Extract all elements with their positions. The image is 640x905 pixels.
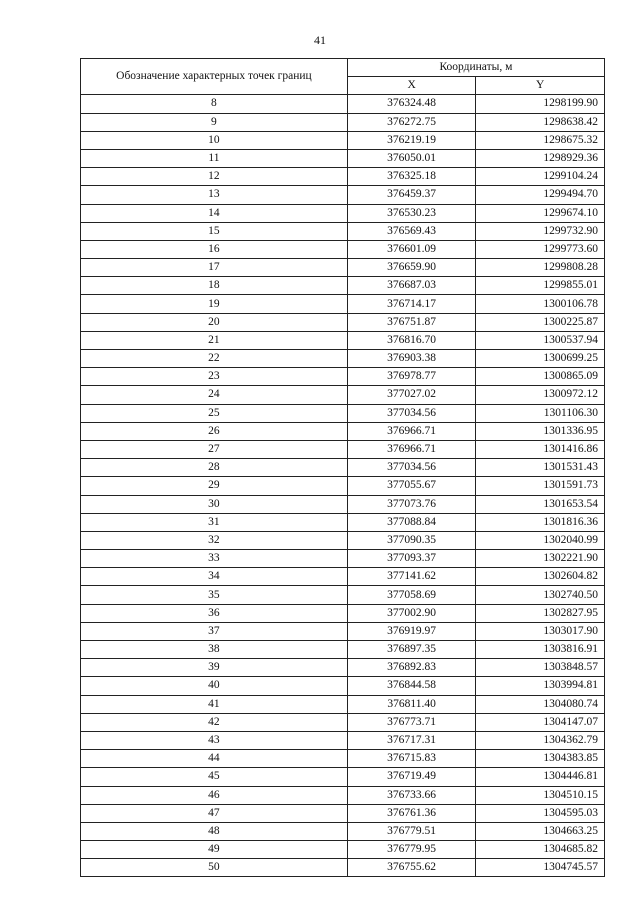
table-row	[81, 331, 605, 349]
x-coordinate-cell: 377055.67	[347, 477, 476, 495]
y-coordinate-cell: 1300537.94	[476, 331, 605, 349]
x-coordinate-cell: 376659.90	[347, 259, 476, 277]
table-row	[81, 495, 605, 513]
y-coordinate-cell: 1302827.95	[476, 604, 605, 622]
y-coordinate-cell: 1304685.82	[476, 841, 605, 859]
x-coordinate-cell: 377141.62	[347, 568, 476, 586]
point-cell: 24	[81, 386, 348, 404]
y-coordinate-cell: 1304663.25	[476, 822, 605, 840]
point-cell: 26	[81, 422, 348, 440]
y-coordinate-cell: 1299674.10	[476, 204, 605, 222]
point-cell: 30	[81, 495, 348, 513]
point-cell: 39	[81, 659, 348, 677]
x-coordinate-cell: 377090.35	[347, 531, 476, 549]
y-coordinate-cell: 1303816.91	[476, 641, 605, 659]
point-cell: 47	[81, 804, 348, 822]
page-number: 41	[314, 33, 326, 47]
x-coordinate-cell: 376050.01	[347, 149, 476, 167]
y-coordinate-cell: 1299855.01	[476, 277, 605, 295]
x-coordinate-cell: 376569.43	[347, 222, 476, 240]
table-row	[81, 550, 605, 568]
point-cell: 31	[81, 513, 348, 531]
point-cell: 15	[81, 222, 348, 240]
x-coordinate-cell: 376761.36	[347, 804, 476, 822]
y-coordinate-cell: 1300972.12	[476, 386, 605, 404]
y-coordinate-cell: 1303017.90	[476, 622, 605, 640]
table-row	[81, 295, 605, 313]
y-coordinate-cell: 1304383.85	[476, 750, 605, 768]
x-coordinate-cell: 376717.31	[347, 731, 476, 749]
y-coordinate-cell: 1300699.25	[476, 350, 605, 368]
table-row	[81, 404, 605, 422]
table-row	[81, 641, 605, 659]
x-coordinate-cell: 377034.56	[347, 459, 476, 477]
y-coordinate-cell: 1304362.79	[476, 731, 605, 749]
y-coordinate-cell: 1299494.70	[476, 186, 605, 204]
table-row	[81, 677, 605, 695]
point-cell: 11	[81, 149, 348, 167]
x-coordinate-cell: 376530.23	[347, 204, 476, 222]
y-coordinate-cell: 1301816.36	[476, 513, 605, 531]
x-coordinate-cell: 376903.38	[347, 350, 476, 368]
point-cell: 37	[81, 622, 348, 640]
point-cell: 36	[81, 604, 348, 622]
point-cell: 42	[81, 713, 348, 731]
y-coordinate-cell: 1301416.86	[476, 440, 605, 458]
point-cell: 44	[81, 750, 348, 768]
y-coordinate-cell: 1304745.57	[476, 859, 605, 877]
table-row	[81, 459, 605, 477]
table-row	[81, 222, 605, 240]
point-cell: 19	[81, 295, 348, 313]
table-header-row	[81, 59, 605, 77]
y-coordinate-cell: 1299808.28	[476, 259, 605, 277]
x-coordinate-cell: 376715.83	[347, 750, 476, 768]
y-coordinate-cell: 1299732.90	[476, 222, 605, 240]
table-row	[81, 477, 605, 495]
y-coordinate-cell: 1304080.74	[476, 695, 605, 713]
y-coordinate-cell: 1298675.32	[476, 131, 605, 149]
table-row	[81, 804, 605, 822]
table-row	[81, 277, 605, 295]
y-column-header: Y	[476, 77, 605, 95]
table-row	[81, 240, 605, 258]
y-coordinate-cell: 1302604.82	[476, 568, 605, 586]
table-row	[81, 586, 605, 604]
table-row	[81, 768, 605, 786]
x-coordinate-cell: 377058.69	[347, 586, 476, 604]
coordinates-column-header: Координаты, м	[347, 59, 604, 77]
x-coordinate-cell: 376919.97	[347, 622, 476, 640]
table-row	[81, 368, 605, 386]
point-cell: 48	[81, 822, 348, 840]
x-coordinate-cell: 376773.71	[347, 713, 476, 731]
x-coordinate-cell: 376755.62	[347, 859, 476, 877]
point-cell: 14	[81, 204, 348, 222]
table-row	[81, 95, 605, 113]
table-row	[81, 731, 605, 749]
point-cell: 21	[81, 331, 348, 349]
point-cell: 16	[81, 240, 348, 258]
table-row	[81, 259, 605, 277]
point-cell: 38	[81, 641, 348, 659]
x-coordinate-cell: 376459.37	[347, 186, 476, 204]
table-row	[81, 186, 605, 204]
x-coordinate-cell: 376733.66	[347, 786, 476, 804]
x-coordinate-cell: 376811.40	[347, 695, 476, 713]
table-row	[81, 131, 605, 149]
point-cell: 23	[81, 368, 348, 386]
x-coordinate-cell: 376219.19	[347, 131, 476, 149]
table-row	[81, 168, 605, 186]
y-coordinate-cell: 1303848.57	[476, 659, 605, 677]
y-coordinate-cell: 1299773.60	[476, 240, 605, 258]
x-coordinate-cell: 376892.83	[347, 659, 476, 677]
table-row	[81, 531, 605, 549]
y-coordinate-cell: 1301106.30	[476, 404, 605, 422]
x-coordinate-cell: 376751.87	[347, 313, 476, 331]
table-row	[81, 386, 605, 404]
x-coordinate-cell: 376966.71	[347, 440, 476, 458]
point-cell: 49	[81, 841, 348, 859]
x-coordinate-cell: 377073.76	[347, 495, 476, 513]
y-coordinate-cell: 1302221.90	[476, 550, 605, 568]
table-row	[81, 513, 605, 531]
x-coordinate-cell: 376719.49	[347, 768, 476, 786]
y-coordinate-cell: 1304446.81	[476, 768, 605, 786]
x-column-header: X	[347, 77, 476, 95]
x-coordinate-cell: 376966.71	[347, 422, 476, 440]
y-coordinate-cell: 1299104.24	[476, 168, 605, 186]
x-coordinate-cell: 376844.58	[347, 677, 476, 695]
table-row	[81, 859, 605, 877]
table-row	[81, 422, 605, 440]
points-column-header: Обозначение характерных точек границ	[81, 59, 348, 95]
y-coordinate-cell: 1302740.50	[476, 586, 605, 604]
x-coordinate-cell: 376601.09	[347, 240, 476, 258]
table-row	[81, 568, 605, 586]
table-row	[81, 204, 605, 222]
point-cell: 18	[81, 277, 348, 295]
point-cell: 8	[81, 95, 348, 113]
table-row	[81, 841, 605, 859]
y-coordinate-cell: 1298638.42	[476, 113, 605, 131]
y-coordinate-cell: 1298199.90	[476, 95, 605, 113]
point-cell: 32	[81, 531, 348, 549]
table-row	[81, 313, 605, 331]
point-cell: 25	[81, 404, 348, 422]
point-cell: 27	[81, 440, 348, 458]
point-cell: 43	[81, 731, 348, 749]
point-cell: 35	[81, 586, 348, 604]
point-cell: 20	[81, 313, 348, 331]
x-coordinate-cell: 377002.90	[347, 604, 476, 622]
point-cell: 50	[81, 859, 348, 877]
y-coordinate-cell: 1300225.87	[476, 313, 605, 331]
x-coordinate-cell: 376714.17	[347, 295, 476, 313]
x-coordinate-cell: 377093.37	[347, 550, 476, 568]
point-cell: 28	[81, 459, 348, 477]
x-coordinate-cell: 376687.03	[347, 277, 476, 295]
point-cell: 17	[81, 259, 348, 277]
y-coordinate-cell: 1301531.43	[476, 459, 605, 477]
point-cell: 34	[81, 568, 348, 586]
x-coordinate-cell: 376779.95	[347, 841, 476, 859]
point-cell: 29	[81, 477, 348, 495]
table-body	[81, 95, 605, 877]
x-coordinate-cell: 376779.51	[347, 822, 476, 840]
x-coordinate-cell: 376272.75	[347, 113, 476, 131]
table-row	[81, 695, 605, 713]
y-coordinate-cell: 1304147.07	[476, 713, 605, 731]
y-coordinate-cell: 1300865.09	[476, 368, 605, 386]
x-coordinate-cell: 376816.70	[347, 331, 476, 349]
point-cell: 22	[81, 350, 348, 368]
x-coordinate-cell: 376325.18	[347, 168, 476, 186]
point-cell: 33	[81, 550, 348, 568]
table-row	[81, 822, 605, 840]
x-coordinate-cell: 376324.48	[347, 95, 476, 113]
table-row	[81, 713, 605, 731]
point-cell: 46	[81, 786, 348, 804]
point-cell: 41	[81, 695, 348, 713]
y-coordinate-cell: 1300106.78	[476, 295, 605, 313]
x-coordinate-cell: 377027.02	[347, 386, 476, 404]
table-row	[81, 149, 605, 167]
y-coordinate-cell: 1298929.36	[476, 149, 605, 167]
table-row	[81, 604, 605, 622]
point-cell: 45	[81, 768, 348, 786]
point-cell: 10	[81, 131, 348, 149]
point-cell: 9	[81, 113, 348, 131]
table-row	[81, 659, 605, 677]
y-coordinate-cell: 1302040.99	[476, 531, 605, 549]
point-cell: 12	[81, 168, 348, 186]
table-row	[81, 440, 605, 458]
table-row	[81, 622, 605, 640]
table-row	[81, 750, 605, 768]
y-coordinate-cell: 1301653.54	[476, 495, 605, 513]
coordinates-table	[80, 58, 605, 877]
y-coordinate-cell: 1301336.95	[476, 422, 605, 440]
table-row	[81, 786, 605, 804]
y-coordinate-cell: 1304595.03	[476, 804, 605, 822]
point-cell: 40	[81, 677, 348, 695]
point-cell: 13	[81, 186, 348, 204]
x-coordinate-cell: 376978.77	[347, 368, 476, 386]
x-coordinate-cell: 376897.35	[347, 641, 476, 659]
x-coordinate-cell: 377034.56	[347, 404, 476, 422]
table-row	[81, 350, 605, 368]
x-coordinate-cell: 377088.84	[347, 513, 476, 531]
y-coordinate-cell: 1304510.15	[476, 786, 605, 804]
y-coordinate-cell: 1303994.81	[476, 677, 605, 695]
y-coordinate-cell: 1301591.73	[476, 477, 605, 495]
table-row	[81, 113, 605, 131]
